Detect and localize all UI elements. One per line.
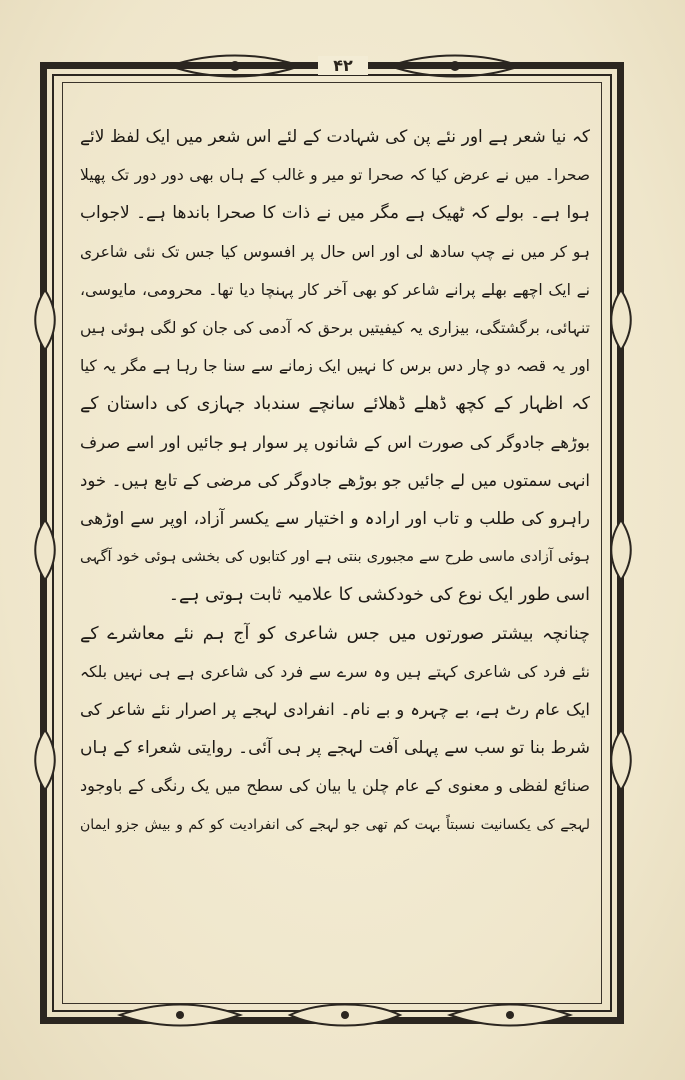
page-number: ۴۲ (318, 56, 368, 75)
urdu-body-text (80, 118, 590, 844)
text-line: راہرو کی طلب و تاب اور ارادہ و اختیار سے یکسر آزاد، اوپر سے اوڑھی (80, 509, 590, 530)
text-line: اور یہ قصہ دو چار دس برس کا نہیں ایک زمانے سے سنا جا رہا ہے مگر یہ کیا (80, 357, 590, 376)
left-side-ornament (30, 290, 60, 790)
text-line: کہ نیا شعر ہے اور نئے پن کی شہادت کے لئے اس شعر میں ایک لفظ لائے (80, 127, 590, 147)
text-line: تنہائی، برگشتگی، بیزاری یہ کیفیتیں برحق کہ آدمی کی جان کو لگی ہوئی ہیں (80, 319, 590, 338)
text-line: ہوئی آزادی ماسی طرح سے مجبوری بنتی ہے اور کتابوں کی بخشی ہوئی خود آگہی (80, 549, 590, 566)
text-line: نے ایک اچھے بھلے پرانے شاعر کو بھی آخر کار پہنچا دیا تھا۔ محرومی، مایوسی، (80, 280, 590, 299)
text-line: اسی طور ایک نوع کی خودکشی کا علامیہ ثابت ہوتی ہے۔ (168, 585, 590, 606)
text-line: ہوا ہے۔ بولے کہ ٹھیک ہے مگر میں نے ذات کا صحرا باندھا ہے۔ لاجواب (80, 203, 590, 224)
bottom-flourish-ornament (110, 998, 580, 1032)
text-line: ایک عام رٹ ہے، بے چہرہ و بے نام۔ انفرادی لہجے پر اصرار نئے شاعر کی (80, 700, 590, 720)
text-line: بوڑھے جادوگر کی صورت اس کے شانوں پر سوار ہو جائیں اور اسے صرف (80, 432, 590, 452)
text-line: شرط بنا تو سب سے پہلی آفت لہجے پر ہی آئی۔ روایتی شعراء کے ہاں (80, 738, 590, 759)
text-line: ہو کر میں نے چپ سادھ لی اور اس حال پر افسوس کیا جس تک نئی شاعری (80, 242, 590, 261)
text-line: نئے فرد کی شاعری کہتے ہیں وہ سرے سے فرد کی شاعری ہے ہی نہیں بلکہ (80, 662, 590, 681)
right-side-ornament (606, 290, 636, 790)
text-line: کہ اظہار کے کچھ ڈھلے ڈھلائے سانچے سندباد جہازی کی داستان کے (80, 394, 590, 415)
text-line: صنائع لفظی و معنوی کے عام چلن یا بیان کی سطح میں یک رنگی کے باوجود (80, 776, 590, 796)
text-line: لہجے کی یکسانیت نسبتاً بہت کم تھی جو لہجے کی انفرادیت کو کم و بیش جزو ایمان (80, 816, 590, 833)
text-line: چنانچہ بیشتر صورتوں میں جس شاعری کو آج ہم نئے معاشرے کے (80, 623, 590, 644)
text-line: صحرا۔ میں نے عرض کیا کہ صحرا تو میر و غالب کے ہاں بھی دور دور تک پھیلا (80, 166, 590, 185)
text-line: انہی سمتوں میں لے جائیں جو بوڑھے جادوگر کی مرضی کے تابع ہیں۔ خود (80, 470, 590, 490)
